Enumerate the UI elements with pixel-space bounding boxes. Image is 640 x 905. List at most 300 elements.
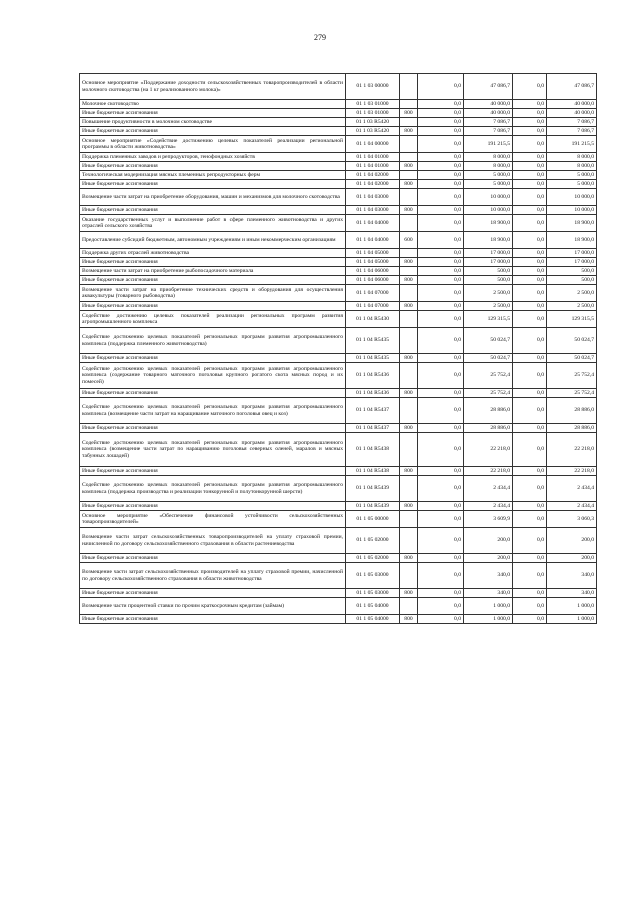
row-code: 01 1 04 R5439 (346, 476, 400, 502)
row-name: Иные бюджетные ассигнования (80, 206, 346, 215)
row-value-2: 129 315,5 (464, 311, 513, 328)
row-value-3: 0,0 (513, 215, 547, 232)
row-expense-type (400, 267, 418, 276)
row-value-1: 0,0 (418, 276, 464, 285)
row-code: 01 1 04 R5438 (346, 467, 400, 476)
table-row (80, 311, 597, 328)
row-expense-type (400, 171, 418, 180)
row-value-3: 0,0 (513, 127, 547, 136)
row-value-3: 0,0 (513, 424, 547, 433)
row-expense-type (400, 598, 418, 615)
row-value-4: 191 215,5 (547, 136, 597, 153)
row-expense-type (400, 563, 418, 589)
row-code: 01 1 04 02000 (346, 171, 400, 180)
table-row (80, 554, 597, 563)
row-value-2: 25 752,4 (464, 363, 513, 389)
row-value-3: 0,0 (513, 476, 547, 502)
row-value-3: 0,0 (513, 502, 547, 511)
row-expense-type (400, 118, 418, 127)
row-code: 01 1 04 05000 (346, 249, 400, 258)
row-value-2: 7 086,7 (464, 127, 513, 136)
row-value-4: 17 000,0 (547, 249, 597, 258)
row-expense-type (400, 476, 418, 502)
row-name: Иные бюджетные ассигнования (80, 302, 346, 311)
row-name: Иные бюджетные ассигнования (80, 467, 346, 476)
row-expense-type (400, 100, 418, 109)
row-code: 01 1 04 03000 (346, 189, 400, 206)
row-code: 01 1 05 02000 (346, 528, 400, 554)
row-code: 01 1 04 04000 (346, 215, 400, 232)
row-name: Молочное скотоводство (80, 100, 346, 109)
row-value-2: 200,0 (464, 528, 513, 554)
row-value-4: 40 000,0 (547, 100, 597, 109)
row-value-1: 0,0 (418, 424, 464, 433)
row-name: Иные бюджетные ассигнования (80, 127, 346, 136)
row-name: Технологическая модернизация мясных племенных репродукторных ферм (80, 171, 346, 180)
row-value-1: 0,0 (418, 389, 464, 398)
row-value-4: 340,0 (547, 563, 597, 589)
row-value-4: 22 218,0 (547, 433, 597, 467)
row-code: 01 1 04 07000 (346, 285, 400, 302)
row-code: 01 1 04 R5437 (346, 398, 400, 424)
table-row (80, 215, 597, 232)
row-name: Содействие достижению целевых показателей региональных программ развития агропромышленного комплекса (возмещение части затрат по наращиванию поголовья северных оленей, маралов и мясных табунных лошадей) (80, 433, 346, 467)
row-value-1: 0,0 (418, 189, 464, 206)
row-value-3: 0,0 (513, 328, 547, 354)
row-value-1: 0,0 (418, 206, 464, 215)
row-value-4: 1 000,0 (547, 615, 597, 624)
row-value-4: 18 900,0 (547, 215, 597, 232)
row-value-2: 50 024,7 (464, 328, 513, 354)
row-name: Основное мероприятие «Поддержание доходности сельскохозяйственных товаропроизводителей в области молочного скотоводства (на 1 кг реализованного молока)» (80, 74, 346, 100)
table-row (80, 258, 597, 267)
row-value-4: 3 060,3 (547, 511, 597, 528)
table-row (80, 354, 597, 363)
row-expense-type: 800 (400, 162, 418, 171)
row-value-3: 0,0 (513, 276, 547, 285)
table-row (80, 511, 597, 528)
row-expense-type (400, 153, 418, 162)
row-value-3: 0,0 (513, 563, 547, 589)
row-value-3: 0,0 (513, 554, 547, 563)
row-value-3: 0,0 (513, 598, 547, 615)
row-value-4: 7 086,7 (547, 118, 597, 127)
row-value-1: 0,0 (418, 398, 464, 424)
row-value-3: 0,0 (513, 267, 547, 276)
row-expense-type: 800 (400, 109, 418, 118)
table-row (80, 615, 597, 624)
row-value-3: 0,0 (513, 398, 547, 424)
table-row (80, 74, 597, 100)
row-code: 01 1 04 06000 (346, 276, 400, 285)
row-name: Иные бюджетные ассигнования (80, 276, 346, 285)
row-code: 01 1 04 R5438 (346, 433, 400, 467)
row-value-1: 0,0 (418, 162, 464, 171)
row-expense-type: 800 (400, 354, 418, 363)
row-value-4: 129 315,5 (547, 311, 597, 328)
row-name: Иные бюджетные ассигнования (80, 162, 346, 171)
row-value-4: 47 086,7 (547, 74, 597, 100)
row-expense-type (400, 398, 418, 424)
row-value-4: 25 752,4 (547, 363, 597, 389)
row-value-2: 500,0 (464, 276, 513, 285)
row-value-2: 191 215,5 (464, 136, 513, 153)
table-row (80, 598, 597, 615)
row-name: Возмещение части затрат на приобретение рыбопосадочного материала (80, 267, 346, 276)
row-name: Возмещение части затрат на приобретение технических средств и оборудования для осуществления аквакультуры (товарного рыбоводства) (80, 285, 346, 302)
table-row (80, 276, 597, 285)
row-value-1: 0,0 (418, 232, 464, 249)
row-name: Иные бюджетные ассигнования (80, 109, 346, 118)
row-value-3: 0,0 (513, 206, 547, 215)
row-code: 01 1 05 04000 (346, 598, 400, 615)
row-value-1: 0,0 (418, 127, 464, 136)
row-code: 01 1 05 03000 (346, 563, 400, 589)
row-value-1: 0,0 (418, 285, 464, 302)
row-name: Иные бюджетные ассигнования (80, 554, 346, 563)
row-value-3: 0,0 (513, 162, 547, 171)
row-name: Иные бюджетные ассигнования (80, 389, 346, 398)
table-row (80, 136, 597, 153)
row-value-4: 17 000,0 (547, 258, 597, 267)
table-row (80, 249, 597, 258)
row-name: Содействие достижению целевых показателей реализации региональных программ развития агропромышленного комплекса (80, 311, 346, 328)
row-expense-type: 800 (400, 127, 418, 136)
table-body (80, 74, 597, 624)
row-value-3: 0,0 (513, 389, 547, 398)
row-value-3: 0,0 (513, 118, 547, 127)
row-expense-type: 800 (400, 276, 418, 285)
row-code: 01 1 04 03000 (346, 206, 400, 215)
row-expense-type: 800 (400, 180, 418, 189)
row-value-2: 2 500,0 (464, 285, 513, 302)
row-value-4: 28 886,0 (547, 398, 597, 424)
row-expense-type: 800 (400, 258, 418, 267)
row-code: 01 1 04 R5439 (346, 502, 400, 511)
row-value-4: 500,0 (547, 276, 597, 285)
row-expense-type: 800 (400, 502, 418, 511)
table-row (80, 476, 597, 502)
row-value-2: 28 886,0 (464, 398, 513, 424)
row-code: 01 1 05 03000 (346, 589, 400, 598)
row-value-3: 0,0 (513, 232, 547, 249)
row-expense-type (400, 285, 418, 302)
table-row (80, 528, 597, 554)
row-code: 01 1 04 02000 (346, 180, 400, 189)
row-expense-type (400, 511, 418, 528)
table-row (80, 398, 597, 424)
row-name: Возмещение части процентной ставки по прочим краткосрочным кредитам (займам) (80, 598, 346, 615)
row-value-2: 3 609,9 (464, 511, 513, 528)
row-value-1: 0,0 (418, 153, 464, 162)
table-row (80, 267, 597, 276)
row-value-3: 0,0 (513, 189, 547, 206)
row-value-4: 10 000,0 (547, 189, 597, 206)
row-value-4: 50 024,7 (547, 328, 597, 354)
row-value-1: 0,0 (418, 171, 464, 180)
row-expense-type: 800 (400, 589, 418, 598)
row-name: Основное мероприятие «Содействие достижению целевых показателей реализации региональной программы в области животноводства» (80, 136, 346, 153)
row-expense-type: 800 (400, 302, 418, 311)
row-value-4: 500,0 (547, 267, 597, 276)
row-code: 01 1 04 R5436 (346, 389, 400, 398)
table-row (80, 109, 597, 118)
table-row (80, 189, 597, 206)
row-value-2: 22 218,0 (464, 467, 513, 476)
row-name: Поддержка других отраслей животноводства (80, 249, 346, 258)
row-value-2: 22 218,0 (464, 433, 513, 467)
table-row (80, 363, 597, 389)
row-value-2: 1 000,0 (464, 598, 513, 615)
row-value-4: 8 000,0 (547, 153, 597, 162)
row-name: Иные бюджетные ассигнования (80, 180, 346, 189)
row-name: Содействие достижению целевых показателей региональных программ развития агропромышленного комплекса (поддержка племенного животноводства) (80, 328, 346, 354)
row-value-1: 0,0 (418, 589, 464, 598)
row-value-3: 0,0 (513, 153, 547, 162)
row-value-1: 0,0 (418, 598, 464, 615)
row-value-4: 5 000,0 (547, 180, 597, 189)
row-value-2: 8 000,0 (464, 153, 513, 162)
row-value-4: 10 000,0 (547, 206, 597, 215)
table-row (80, 206, 597, 215)
row-value-4: 7 086,7 (547, 127, 597, 136)
table-row (80, 232, 597, 249)
row-value-2: 10 000,0 (464, 189, 513, 206)
row-expense-type: 800 (400, 389, 418, 398)
row-name: Иные бюджетные ассигнования (80, 615, 346, 624)
row-code: 01 1 04 05000 (346, 258, 400, 267)
row-code: 01 1 04 R5437 (346, 424, 400, 433)
row-value-1: 0,0 (418, 502, 464, 511)
row-expense-type: 800 (400, 206, 418, 215)
row-value-2: 17 000,0 (464, 249, 513, 258)
row-value-1: 0,0 (418, 267, 464, 276)
row-value-3: 0,0 (513, 136, 547, 153)
row-value-3: 0,0 (513, 74, 547, 100)
table-row (80, 171, 597, 180)
row-value-3: 0,0 (513, 615, 547, 624)
row-value-2: 500,0 (464, 267, 513, 276)
row-name: Предоставление субсидий бюджетным, автономным учреждениям и иным некоммерческим организациям (80, 232, 346, 249)
row-value-2: 47 086,7 (464, 74, 513, 100)
row-value-2: 18 900,0 (464, 232, 513, 249)
row-expense-type: 600 (400, 232, 418, 249)
row-value-1: 0,0 (418, 180, 464, 189)
row-value-3: 0,0 (513, 302, 547, 311)
row-value-4: 2 500,0 (547, 285, 597, 302)
table-row (80, 180, 597, 189)
row-value-3: 0,0 (513, 589, 547, 598)
row-value-1: 0,0 (418, 563, 464, 589)
row-expense-type (400, 74, 418, 100)
row-name: Оказание государственных услуг и выполнение работ в сфере племенного животноводства и других отраслей сельского хозяйства (80, 215, 346, 232)
row-value-4: 40 000,0 (547, 109, 597, 118)
table-row (80, 424, 597, 433)
row-value-2: 18 900,0 (464, 215, 513, 232)
row-value-1: 0,0 (418, 354, 464, 363)
row-code: 01 1 04 07000 (346, 302, 400, 311)
row-value-1: 0,0 (418, 467, 464, 476)
row-expense-type (400, 433, 418, 467)
row-value-3: 0,0 (513, 311, 547, 328)
row-code: 01 1 04 04000 (346, 232, 400, 249)
row-value-4: 2 434,4 (547, 502, 597, 511)
table-row (80, 127, 597, 136)
row-code: 01 1 04 06000 (346, 267, 400, 276)
row-value-2: 5 000,0 (464, 180, 513, 189)
row-value-4: 8 000,0 (547, 162, 597, 171)
row-code: 01 1 04 R5435 (346, 328, 400, 354)
row-value-3: 0,0 (513, 100, 547, 109)
row-expense-type: 800 (400, 424, 418, 433)
row-value-2: 2 434,4 (464, 476, 513, 502)
row-value-4: 340,0 (547, 589, 597, 598)
row-value-4: 25 752,4 (547, 389, 597, 398)
row-value-3: 0,0 (513, 433, 547, 467)
row-name: Иные бюджетные ассигнования (80, 589, 346, 598)
row-value-1: 0,0 (418, 302, 464, 311)
row-code: 01 1 04 00000 (346, 136, 400, 153)
table-row (80, 118, 597, 127)
table-row (80, 389, 597, 398)
row-value-3: 0,0 (513, 511, 547, 528)
row-code: 01 1 05 02000 (346, 554, 400, 563)
row-value-4: 5 000,0 (547, 171, 597, 180)
row-value-1: 0,0 (418, 74, 464, 100)
row-name: Иные бюджетные ассигнования (80, 354, 346, 363)
row-code: 01 1 04 R5436 (346, 363, 400, 389)
row-value-2: 25 752,4 (464, 389, 513, 398)
row-name: Возмещение части затрат сельскохозяйственных товаропроизводителей на уплату страховой премии, начисленной по договору сельскохозяйственного страхования в области растениеводства (80, 528, 346, 554)
row-code: 01 1 03 01000 (346, 100, 400, 109)
row-value-1: 0,0 (418, 554, 464, 563)
row-code: 01 1 03 00000 (346, 74, 400, 100)
row-value-1: 0,0 (418, 258, 464, 267)
row-name: Иные бюджетные ассигнования (80, 258, 346, 267)
row-value-2: 40 000,0 (464, 100, 513, 109)
row-code: 01 1 03 R5420 (346, 127, 400, 136)
row-value-4: 50 024,7 (547, 354, 597, 363)
row-value-4: 200,0 (547, 528, 597, 554)
row-code: 01 1 04 R5430 (346, 311, 400, 328)
row-code: 01 1 04 01000 (346, 153, 400, 162)
row-value-3: 0,0 (513, 363, 547, 389)
row-value-1: 0,0 (418, 118, 464, 127)
row-value-1: 0,0 (418, 311, 464, 328)
row-value-1: 0,0 (418, 136, 464, 153)
row-value-4: 28 886,0 (547, 424, 597, 433)
row-value-4: 2 500,0 (547, 302, 597, 311)
row-expense-type (400, 328, 418, 354)
row-code: 01 1 05 04000 (346, 615, 400, 624)
row-value-4: 200,0 (547, 554, 597, 563)
row-value-1: 0,0 (418, 328, 464, 354)
table-row (80, 467, 597, 476)
table-row (80, 589, 597, 598)
row-value-1: 0,0 (418, 363, 464, 389)
row-value-2: 5 000,0 (464, 171, 513, 180)
row-value-1: 0,0 (418, 433, 464, 467)
row-value-2: 40 000,0 (464, 109, 513, 118)
row-expense-type (400, 215, 418, 232)
row-value-1: 0,0 (418, 249, 464, 258)
table-row (80, 100, 597, 109)
row-value-2: 50 024,7 (464, 354, 513, 363)
row-value-4: 2 434,4 (547, 476, 597, 502)
row-value-2: 2 434,4 (464, 502, 513, 511)
row-code: 01 1 04 01000 (346, 162, 400, 171)
table-row (80, 153, 597, 162)
row-expense-type (400, 189, 418, 206)
row-value-1: 0,0 (418, 528, 464, 554)
table-row (80, 328, 597, 354)
row-value-3: 0,0 (513, 249, 547, 258)
row-code: 01 1 04 R5435 (346, 354, 400, 363)
row-value-4: 18 900,0 (547, 232, 597, 249)
table-row (80, 433, 597, 467)
row-value-1: 0,0 (418, 215, 464, 232)
row-code: 01 1 03 R5420 (346, 118, 400, 127)
row-value-3: 0,0 (513, 528, 547, 554)
row-value-3: 0,0 (513, 285, 547, 302)
row-value-1: 0,0 (418, 615, 464, 624)
row-name: Повышение продуктивности в молочном скотоводстве (80, 118, 346, 127)
row-expense-type: 800 (400, 554, 418, 563)
row-value-2: 17 000,0 (464, 258, 513, 267)
row-name: Возмещение части затрат на приобретение оборудования, машин и механизмов для молочного скотоводства (80, 189, 346, 206)
row-name: Содействие достижению целевых показателей региональных программ развития агропромышленного комплекса (возмещение части затрат на наращивание маточного поголовья овец и коз) (80, 398, 346, 424)
table-row (80, 162, 597, 171)
row-value-2: 7 086,7 (464, 118, 513, 127)
row-value-3: 0,0 (513, 109, 547, 118)
row-value-3: 0,0 (513, 180, 547, 189)
row-value-2: 340,0 (464, 563, 513, 589)
row-value-1: 0,0 (418, 109, 464, 118)
row-name: Иные бюджетные ассигнования (80, 424, 346, 433)
row-value-4: 22 218,0 (547, 467, 597, 476)
row-value-2: 340,0 (464, 589, 513, 598)
row-value-1: 0,0 (418, 511, 464, 528)
page-number: 279 (314, 33, 326, 42)
row-value-2: 1 000,0 (464, 615, 513, 624)
table-row (80, 502, 597, 511)
row-name: Основное мероприятие «Обеспечение финансовой устойчивости сельскохозяйственных товаропроизводителей» (80, 511, 346, 528)
row-value-2: 28 886,0 (464, 424, 513, 433)
row-expense-type (400, 136, 418, 153)
row-value-3: 0,0 (513, 171, 547, 180)
row-name: Содействие достижению целевых показателей региональных программ развития агропромышленного комплекса (содержание товарного маточного поголовья крупного рогатого скота мясных пород и их помесей) (80, 363, 346, 389)
row-name: Содействие достижению целевых показателей региональных программ развития агропромышленного комплекса (поддержка производства и реализации тонкорунной и полутонкорунной шерсти) (80, 476, 346, 502)
row-code: 01 1 03 01000 (346, 109, 400, 118)
row-value-1: 0,0 (418, 100, 464, 109)
row-value-1: 0,0 (418, 476, 464, 502)
row-value-3: 0,0 (513, 258, 547, 267)
row-value-2: 200,0 (464, 554, 513, 563)
table-row (80, 563, 597, 589)
row-name: Поддержка племенных заводов и репродукторов, генофондных хозяйств (80, 153, 346, 162)
row-expense-type (400, 528, 418, 554)
budget-table (79, 73, 597, 624)
row-name: Иные бюджетные ассигнования (80, 502, 346, 511)
row-expense-type (400, 363, 418, 389)
row-expense-type (400, 311, 418, 328)
row-value-4: 1 000,0 (547, 598, 597, 615)
row-value-2: 10 000,0 (464, 206, 513, 215)
row-value-3: 0,0 (513, 354, 547, 363)
row-expense-type: 800 (400, 467, 418, 476)
row-value-2: 8 000,0 (464, 162, 513, 171)
row-expense-type (400, 249, 418, 258)
